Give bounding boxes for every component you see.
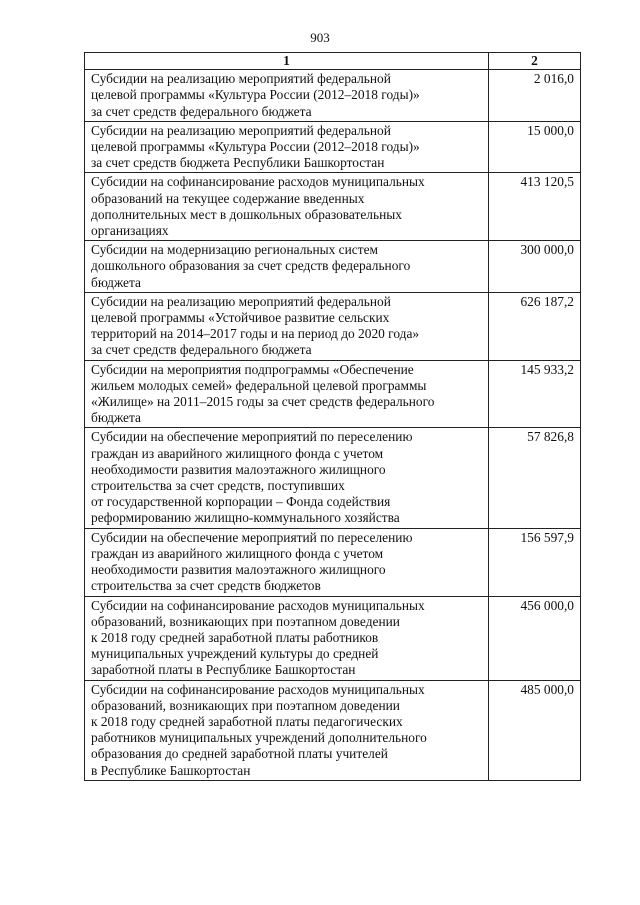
row-description [85,70,489,122]
row-value: 300 000,0 [489,241,581,293]
description-line: организациях [91,223,169,239]
description-line: Субсидии на софинансирование расходов муниципальных [91,681,425,697]
description-line: Субсидии на реализацию мероприятий федеральной [91,122,391,138]
description-line: территорий на 2014–2017 годы и на период до 2020 года» [91,326,420,342]
description-line: за счет средств федерального бюджета [91,103,312,119]
description-line: жильем молодых семей» федеральной целевой программы [91,377,427,393]
row-description [85,528,489,596]
row-value: 57 826,8 [489,428,581,528]
row-description [85,241,489,293]
description-line: «Жилище» на 2011–2015 годы за счет средств федерального [91,394,435,410]
table-row [85,680,581,780]
subsidies-table [84,52,581,781]
description-line: от государственной корпорации – Фонда содействия [91,494,391,510]
description-line: бюджета [91,274,141,290]
table-row [85,528,581,596]
description-line: реформированию жилищно-коммунального хозяйства [91,510,400,526]
description-line: образований, возникающих при поэтапном доведении [91,697,400,713]
description-line: целевой программы «Культура России (2012–2018 годы)» [91,87,420,103]
description-line: строительства за счет средств, поступивших [91,478,345,494]
row-value: 15 000,0 [489,121,581,173]
table-row [85,173,581,241]
description-line: образований на текущее содержание введенных [91,190,365,206]
row-description [85,292,489,360]
description-line: работников муниципальных учреждений дополнительного [91,730,427,746]
table-row [85,360,581,428]
description-line: граждан из аварийного жилищного фонда с учетом [91,445,384,461]
table-row [85,121,581,173]
description-line: строительства за счет средств бюджетов [91,578,321,594]
row-value: 2 016,0 [489,70,581,122]
row-description [85,121,489,173]
table-row [85,70,581,122]
row-description [85,596,489,680]
description-line: граждан из аварийного жилищного фонда с учетом [91,545,384,561]
column-header-1: 1 [85,53,489,70]
row-value: 626 187,2 [489,292,581,360]
description-line: бюджета [91,410,141,426]
table-row [85,596,581,680]
description-line: Субсидии на софинансирование расходов муниципальных [91,597,425,613]
page-number: 903 [310,30,330,45]
description-line: Субсидии на модернизацию региональных систем [91,242,379,258]
description-line: необходимости развития малоэтажного жилищного [91,461,386,477]
row-value: 456 000,0 [489,596,581,680]
column-header-2: 2 [489,53,581,70]
description-line: Субсидии на мероприятия подпрограммы «Обеспечение [91,361,414,377]
table-row [85,292,581,360]
description-line: Субсидии на обеспечение мероприятий по переселению [91,529,413,545]
description-line: Субсидии на обеспечение мероприятий по переселению [91,429,413,445]
row-description [85,680,489,780]
description-line: за счет средств федерального бюджета [91,342,312,358]
description-line: Субсидии на реализацию мероприятий федеральной [91,71,391,87]
description-line: к 2018 году средней заработной платы педагогических [91,713,403,729]
table-row [85,428,581,528]
row-value: 145 933,2 [489,360,581,428]
description-line: дополнительных мест в дошкольных образовательных [91,206,402,222]
row-description [85,428,489,528]
row-description [85,173,489,241]
row-value: 485 000,0 [489,680,581,780]
table-row [85,241,581,293]
description-line: дошкольного образования за счет средств федерального [91,258,411,274]
row-description [85,360,489,428]
description-line: заработной платы в Республике Башкортостан [91,662,356,678]
description-line: образования до средней заработной платы учителей [91,746,388,762]
description-line: к 2018 году средней заработной платы работников [91,629,379,645]
description-line: целевой программы «Культура России (2012–2018 годы)» [91,139,420,155]
description-line: Субсидии на софинансирование расходов муниципальных [91,174,425,190]
row-value: 413 120,5 [489,173,581,241]
description-line: за счет средств бюджета Республики Башкортостан [91,155,385,171]
description-line: муниципальных учреждений культуры до средней [91,646,379,662]
table-header-row [85,53,581,70]
row-value: 156 597,9 [489,528,581,596]
description-line: целевой программы «Устойчивое развитие сельских [91,310,390,326]
description-line: в Республике Башкортостан [91,762,251,778]
description-line: Субсидии на реализацию мероприятий федеральной [91,293,391,309]
description-line: необходимости развития малоэтажного жилищного [91,562,386,578]
description-line: образований, возникающих при поэтапном доведении [91,613,400,629]
